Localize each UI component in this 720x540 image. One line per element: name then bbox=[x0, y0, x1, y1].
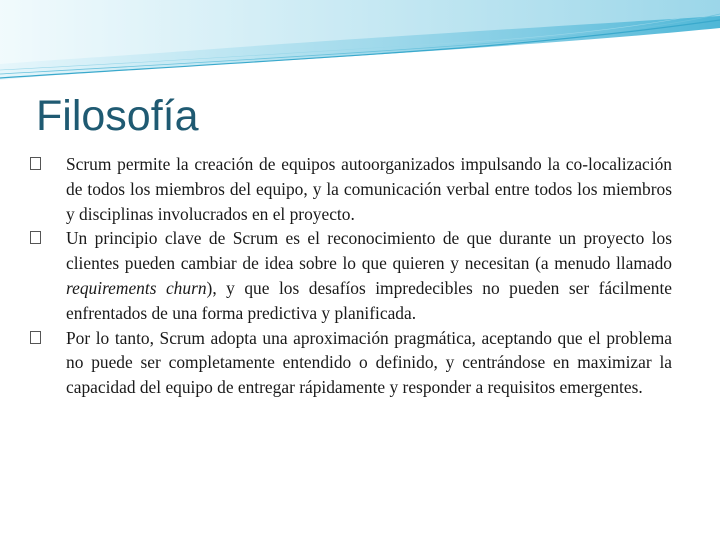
decorative-wave-header bbox=[0, 0, 720, 90]
bullet-text: Por lo tanto, Scrum adopta una aproximación pragmática, aceptando que el problema no puede ser completamente entendido o definido, y centrándose en maximizar la capacidad del equipo de entregar rápidamente y responder a requisitos emergentes. bbox=[66, 327, 672, 398]
bullet-text: Scrum permite la creación de equipos autoorganizados impulsando la co-localización de todos los miembros del equipo, y la comunicación verbal entre todos los miembros y disciplinas involucrados en el proyecto. bbox=[66, 154, 672, 224]
bullet-text: ), y que los desafíos impredecibles no pueden ser fácilmente enfrentados de una forma predictiva y planificada. bbox=[66, 277, 672, 323]
bullet-box-icon bbox=[30, 331, 41, 344]
bullet-item bbox=[30, 326, 672, 400]
bullet-item bbox=[30, 152, 672, 226]
bullet-item bbox=[30, 226, 672, 325]
bullet-text-italic: requirements churn bbox=[66, 277, 207, 298]
bullet-list bbox=[30, 152, 672, 400]
bullet-box-icon bbox=[30, 231, 41, 244]
bullet-box-icon bbox=[30, 157, 41, 170]
bullet-text: Un principio clave de Scrum es el reconocimiento de que durante un proyecto los clientes pueden cambiar de idea sobre lo que quieren y necesitan (a menudo llamado bbox=[66, 228, 672, 274]
slide-title: Filosofía bbox=[36, 92, 199, 140]
